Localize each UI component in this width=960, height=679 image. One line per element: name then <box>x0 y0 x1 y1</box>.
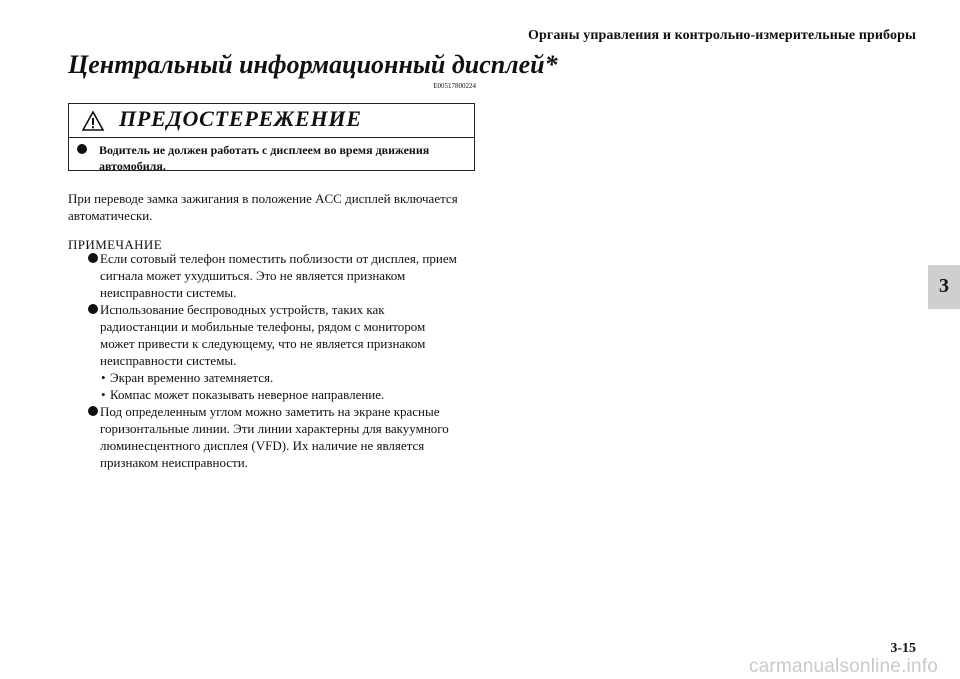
sub-list-item <box>68 369 478 386</box>
note-line: люминесцентного дисплея (VFD). Их наличие не является <box>100 438 425 453</box>
bullet-icon <box>88 304 98 314</box>
bullet-icon <box>88 406 98 416</box>
intro-line: При переводе замка зажигания в положение ACC дисплей включается <box>68 191 458 206</box>
warning-text-line: автомобиля. <box>99 159 166 173</box>
warning-box <box>68 103 475 171</box>
sub-line: Экран временно затемняется. <box>110 370 274 385</box>
note-line: может привести к следующему, что не является признаком <box>100 336 426 351</box>
warning-header <box>69 104 474 138</box>
warning-title: ПРЕДОСТЕРЕЖЕНИЕ <box>119 106 362 131</box>
note-line: Если сотовый телефон поместить поблизости от дисплея, прием <box>100 251 457 266</box>
note-item <box>68 301 478 369</box>
note-line: неисправности системы. <box>100 353 237 368</box>
note-line: горизонтальные линии. Эти линии характерны для вакуумного <box>100 421 449 436</box>
note-line: Использование беспроводных устройств, таких как <box>100 302 385 317</box>
warning-item <box>77 142 465 174</box>
note-item <box>68 403 478 471</box>
small-bullet-icon: • <box>101 370 106 385</box>
chapter-number: 3 <box>939 275 949 297</box>
note-item <box>68 250 478 301</box>
bullet-icon <box>88 253 98 263</box>
note-list <box>68 250 478 471</box>
page-header: Органы управления и контрольно-измерительные приборы <box>528 28 916 43</box>
section-title: Центральный информационный дисплей* <box>68 50 558 79</box>
note-line: признаком неисправности. <box>100 455 248 470</box>
intro-line: автоматически. <box>68 208 153 223</box>
note-label: ПРИМЕЧАНИЕ <box>68 237 163 252</box>
sub-line: Компас может показывать неверное направление. <box>110 387 385 402</box>
intro-paragraph <box>68 190 478 224</box>
bullet-icon <box>77 144 87 154</box>
warning-text-line: Водитель не должен работать с дисплеем во время движения <box>99 143 430 157</box>
chapter-tab <box>928 265 960 309</box>
note-line: сигнала может ухудшиться. Это не является признаком <box>100 268 406 283</box>
watermark: carmanualsonline.info <box>748 656 938 677</box>
warning-triangle-icon <box>82 111 104 131</box>
section-code: E00517800224 <box>433 82 476 90</box>
page-number: 3-15 <box>890 641 916 656</box>
note-line: неисправности системы. <box>100 285 237 300</box>
note-line: радиостанции и мобильные телефоны, рядом с монитором <box>100 319 426 334</box>
small-bullet-icon: • <box>101 387 106 402</box>
sub-list-item <box>68 386 478 403</box>
note-line: Под определенным углом можно заметить на экране красные <box>100 404 440 419</box>
